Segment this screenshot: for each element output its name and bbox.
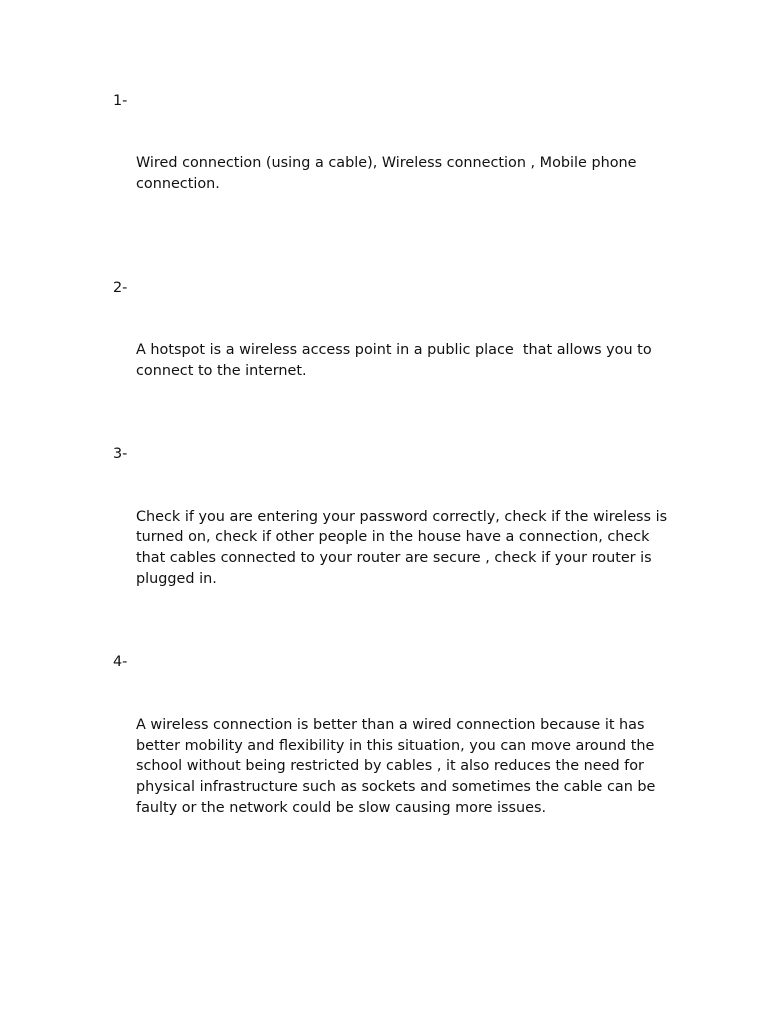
answer-text: A wireless connection is better than a wired connection because it has better mobility and flexibility in this situation, you can move around the school without being restricted by cables , it also reduces the need for physical infrastructure such as sockets and sometimes the cable can be faulty or the network could be slow causing more issues. [136,716,660,816]
answer-item-3 [113,444,683,631]
answer-number: 3- [113,446,128,463]
answer-number: 1- [113,93,128,109]
answer-number: 4- [113,654,128,671]
answer-item-1 [113,91,683,237]
answer-item-4 [113,652,683,860]
answer-text: Check if you are entering your password correctly, check if the wireless is turned on, check if other people in the house have a connection, check that cables connected to your router are secure , check if your router is plugged in. [136,508,672,587]
answer-text: A hotspot is a wireless access point in a public place that allows you to connect to the internet. [136,341,657,379]
answer-item-2 [113,278,683,424]
answer-text: Wired connection (using a cable), Wireless connection , Mobile phone connection. [136,155,642,193]
answer-list [113,91,683,860]
answer-number: 2- [113,279,128,296]
